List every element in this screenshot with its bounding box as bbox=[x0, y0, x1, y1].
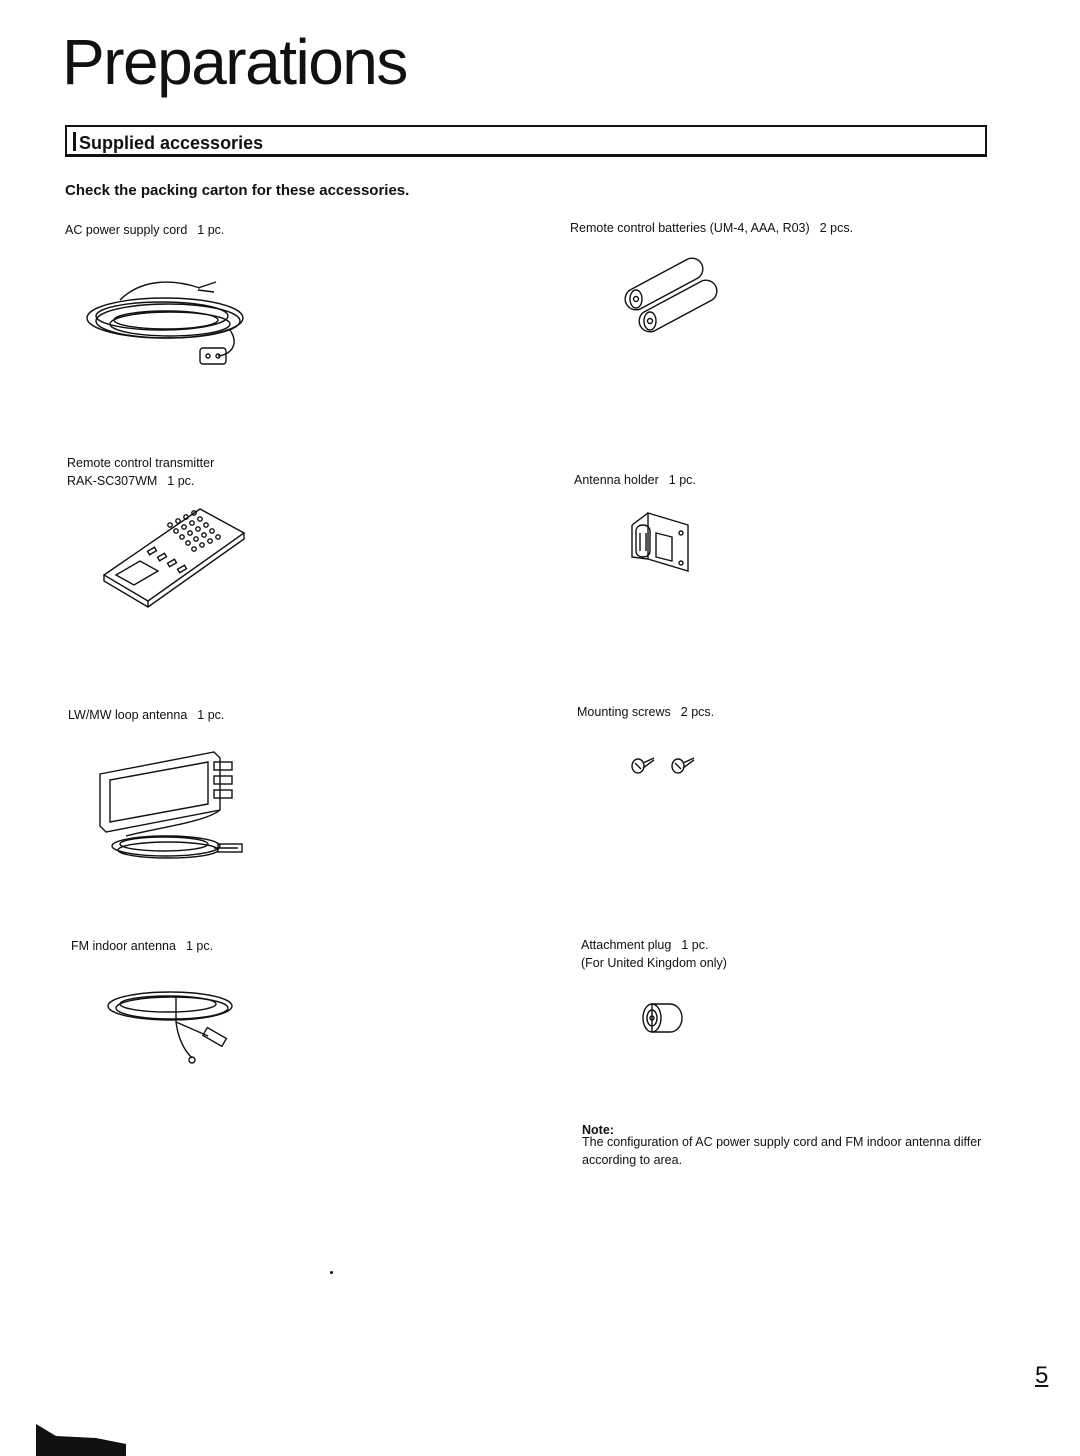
accessory-qty: 1 pc. bbox=[185, 939, 214, 953]
accessory-label-screws bbox=[577, 703, 714, 721]
accessory-label-remote bbox=[67, 454, 214, 490]
accessory-label-ac-cord bbox=[65, 221, 224, 239]
accessory-label-loop-antenna bbox=[68, 706, 224, 724]
stray-dot bbox=[330, 1271, 333, 1274]
antenna-holder-icon bbox=[626, 505, 696, 577]
accessory-qty: 1 pc. bbox=[197, 223, 225, 237]
note-title: Note: bbox=[582, 1123, 614, 1137]
accessory-qty: 2 pcs. bbox=[819, 221, 854, 235]
accessory-model: RAK-SC307WM bbox=[67, 474, 158, 488]
note-text: The configuration of AC power supply cord and FM indoor antenna differ according to area. bbox=[582, 1135, 982, 1167]
intro-text: Check the packing carton for these accessories. bbox=[65, 182, 410, 199]
accessory-qty: 1 pc. bbox=[668, 473, 696, 487]
accessory-qty: 1 pc. bbox=[197, 708, 225, 722]
page-title: Preparations bbox=[62, 26, 407, 98]
loop-antenna-icon bbox=[96, 748, 256, 868]
accessory-name: Antenna holder bbox=[574, 473, 659, 487]
page-number: 5 bbox=[1035, 1362, 1049, 1389]
accessory-name: Mounting screws bbox=[577, 705, 671, 719]
accessory-name: FM indoor antenna bbox=[71, 939, 176, 953]
accessory-qty: 1 pc. bbox=[167, 474, 195, 488]
attachment-plug-icon bbox=[640, 1002, 684, 1034]
accessory-name: Remote control transmitter bbox=[67, 456, 215, 470]
accessory-name: LW/MW loop antenna bbox=[68, 708, 188, 722]
remote-control-icon bbox=[100, 505, 250, 610]
accessory-name: Remote control batteries (UM-4, AAA, R03) bbox=[570, 221, 810, 235]
accessory-label-attachment-plug bbox=[581, 936, 727, 972]
accessory-label-batteries bbox=[570, 219, 853, 237]
accessory-name: AC power supply cord bbox=[65, 223, 188, 237]
accessory-label-antenna-holder bbox=[574, 471, 696, 489]
scan-smudge bbox=[36, 1424, 126, 1456]
accessory-qty: 2 pcs. bbox=[680, 705, 715, 719]
accessory-name: Attachment plug bbox=[581, 938, 672, 952]
accessory-note: (For United Kingdom only) bbox=[581, 956, 727, 970]
accessory-label-fm-antenna bbox=[71, 937, 213, 955]
ac-power-cord-icon bbox=[80, 270, 260, 380]
fm-antenna-icon bbox=[104, 984, 244, 1069]
section-heading: Supplied accessories bbox=[79, 133, 264, 153]
batteries-icon bbox=[624, 254, 724, 334]
screws-icon bbox=[626, 752, 706, 778]
accessory-qty: 1 pc. bbox=[681, 938, 709, 952]
